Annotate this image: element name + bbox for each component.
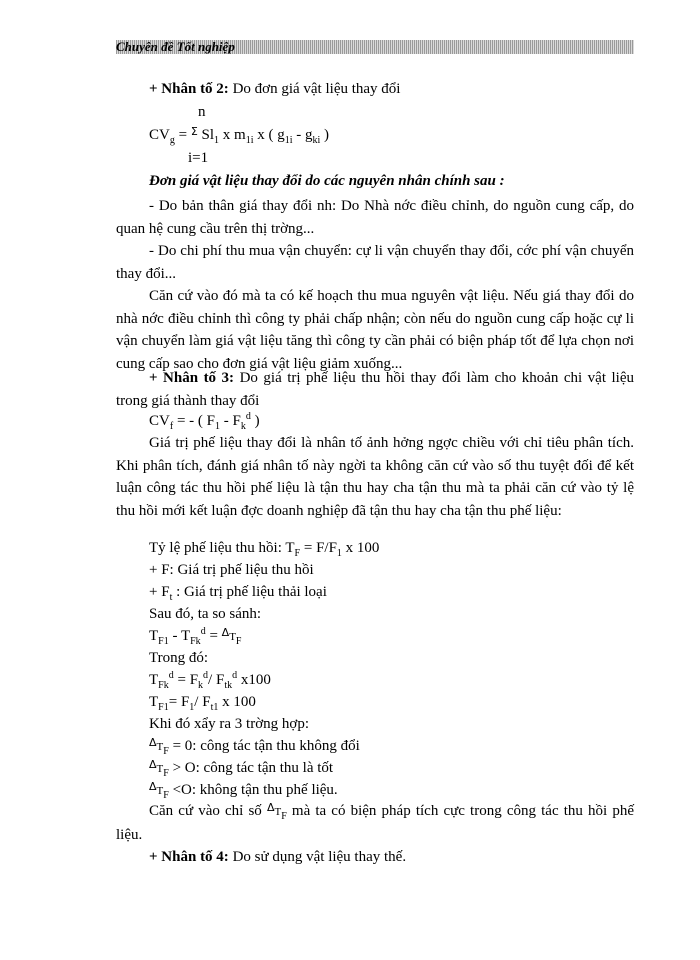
formula-part: - T xyxy=(168,628,191,644)
formula-part: mà ta có biện pháp tích cực trong công tác thu hồi phế liệu. xyxy=(116,803,634,843)
formula-sub: F xyxy=(294,548,301,559)
formula-sub: 1 xyxy=(214,421,220,432)
where-label: Trong đó: xyxy=(149,650,209,666)
formula-part: x 100 xyxy=(341,540,380,556)
formula-sub: F xyxy=(163,768,169,779)
formula-part: x ( g xyxy=(253,127,285,143)
factor3-text: Do giá trị phế liệu thu hồi thay đổi làm cho khoản chi vật liệu trong giá thành thay đổi xyxy=(116,370,634,409)
factor2-line xyxy=(149,80,400,98)
formula-part: = xyxy=(205,628,222,644)
formula-part: - g xyxy=(292,127,313,143)
delta-symbol: Δ xyxy=(149,736,157,749)
factor2-label: + Nhân tố 2: xyxy=(149,81,229,97)
formula-cvf xyxy=(149,412,260,430)
formula-part: x m xyxy=(219,127,246,143)
def-ft xyxy=(149,583,327,601)
formula-sub: F1 xyxy=(158,636,169,647)
cause-1: - Do bản thân giá thay đổi nh: Do Nhà nớc điều chỉnh, do nguồn cung cấp, do quan hệ cung cầu trên thị trờng... xyxy=(116,198,634,237)
factor4-text: Do sử dụng vật liệu thay thế. xyxy=(228,849,407,865)
para-scrap: Giá trị phế liệu thay đổi là nhân tố ảnh hởng ngợc chiều với chỉ tiêu phân tích. Khi phân tích, đánh giá nhân tố này ngời ta không căn cứ vào số thu tuyệt đối để kết luận công tác thu hồi phế liệu là tận thu hay cha tận thu mà ta phải căn cứ vào tỷ lệ thu hồi mới kết luận đợc doanh nghiệp đã tận thu hay cha tận thu phế liệu: xyxy=(116,435,634,519)
formula-cvg-eq: = xyxy=(174,127,191,143)
compare-formula xyxy=(149,627,241,646)
formula-cvg-lhs-sub: g xyxy=(169,135,175,146)
delta-symbol: Δ xyxy=(221,626,230,639)
formula-part: - F xyxy=(219,413,241,429)
formula-sub: t1 xyxy=(210,702,219,713)
compare-intro: Sau đó, ta so sánh: xyxy=(149,606,262,622)
formula-sub: F xyxy=(163,790,169,801)
formula-part: + F xyxy=(149,584,170,600)
cases-intro: Khi đó xẩy ra 3 trờng hợp: xyxy=(149,716,310,732)
case-1 xyxy=(149,737,360,756)
formula-sub: t xyxy=(169,592,173,603)
formula-part: = F xyxy=(168,694,190,710)
factor3-label: + Nhân tố 3: xyxy=(149,370,235,386)
formula-part: = F/F xyxy=(300,540,337,556)
formula-part: T xyxy=(156,741,164,753)
formula-sub: 1 xyxy=(214,135,220,146)
rate-line xyxy=(149,539,379,557)
formula-sub: ki xyxy=(312,135,321,146)
formula-part: CV xyxy=(149,413,170,429)
formula-sub: 1i xyxy=(245,135,254,146)
formula-part: = - ( F xyxy=(173,413,215,429)
formula-sup: d xyxy=(232,670,238,681)
formula-part: > O: công tác tận thu là tốt xyxy=(168,760,334,776)
delta-symbol: Δ xyxy=(149,758,157,771)
factor4-label: + Nhân tố 4: xyxy=(149,849,229,865)
sum-symbol: Σ xyxy=(190,125,198,138)
formula-sub: 1i xyxy=(284,135,293,146)
header-title: Chuyên đề Tốt nghiệp xyxy=(116,39,235,54)
formula-sub: 1 xyxy=(336,548,342,559)
formula-sub: F1 xyxy=(158,702,169,713)
formula-sub: Fk xyxy=(190,636,201,647)
formula-part: <O: không tận thu phế liệu. xyxy=(168,782,338,798)
formula-part: ) xyxy=(320,127,330,143)
formula-part: x 100 xyxy=(218,694,256,710)
formula-sup: d xyxy=(168,670,174,681)
cause-2: - Do chi phí thu mua vận chuyển: cự li vận chuyển thay đổi, cớc phí vận chuyển thay đổi... xyxy=(116,243,634,282)
formula-part: : Giá trị phế liệu thải loại xyxy=(172,584,327,600)
formula-part: T xyxy=(149,628,159,644)
para-conclude xyxy=(116,800,634,846)
delta-symbol: Δ xyxy=(266,801,275,814)
formula-part: ) xyxy=(250,413,260,429)
factor2-text: Do đơn giá vật liệu thay đổi xyxy=(228,81,401,97)
formula-part: / F xyxy=(208,672,225,688)
formula-part: T xyxy=(274,806,282,818)
formula-sub: k xyxy=(198,680,204,691)
formula-sup: d xyxy=(200,626,206,637)
formula-sup: d xyxy=(245,411,251,422)
def-f: + F: Giá trị phế liệu thu hồi xyxy=(149,562,314,578)
case-3 xyxy=(149,781,338,800)
formula-cvg-lhs: CV xyxy=(149,127,170,143)
delta-symbol: Δ xyxy=(149,780,157,793)
formula-part: T xyxy=(156,785,164,797)
case-2 xyxy=(149,759,333,778)
formula-sub: F xyxy=(281,811,287,822)
formula-sub: tk xyxy=(224,680,233,691)
formula-bottom-index: i=1 xyxy=(188,150,209,166)
formula-part: = F xyxy=(173,672,199,688)
factor4-line xyxy=(149,848,406,866)
formula-cvg xyxy=(149,126,329,145)
where-2 xyxy=(149,693,256,711)
formula-part: T xyxy=(156,763,164,775)
formula-sub: 1 xyxy=(189,702,195,713)
para-basis: Căn cứ vào đó mà ta có kế hoạch thu mua nguyên vật liệu. Nếu giá thay đổi do nhà nớc điều chỉnh thì công ty phải chấp nhận; còn nếu do nguồn cung cấp hoặc cự li vận chuyển làm giá vật liệu tăng thì công ty cần phải có biện pháp tốt để lựa chọn nơi cung cấp sao cho đơn giá vật liệu giảm xuống... xyxy=(116,288,634,372)
where-1 xyxy=(149,671,271,689)
formula-sub: Fk xyxy=(158,680,169,691)
factor3-para xyxy=(116,367,634,412)
formula-part: Căn cứ vào chỉ số xyxy=(149,803,267,819)
formula-cvg-rhs: Sl xyxy=(197,127,215,143)
formula-sub: F xyxy=(235,636,242,647)
formula-part: x100 xyxy=(237,672,271,688)
formula-sub: k xyxy=(240,421,246,432)
formula-part: T xyxy=(229,631,236,643)
causes-heading: Đơn giá vật liệu thay đổi do các nguyên nhân chính sau : xyxy=(149,173,505,189)
formula-part: T xyxy=(149,694,159,710)
formula-part: T xyxy=(149,672,159,688)
formula-sub: F xyxy=(163,746,169,757)
formula-part: Tỷ lệ phế liệu thu hồi: T xyxy=(149,540,295,556)
formula-part: = 0: công tác tận thu không đổi xyxy=(168,738,360,754)
formula-part: / F xyxy=(194,694,211,710)
formula-sub: f xyxy=(169,421,174,432)
formula-sup: d xyxy=(203,670,209,681)
formula-top-index: n xyxy=(198,104,206,120)
